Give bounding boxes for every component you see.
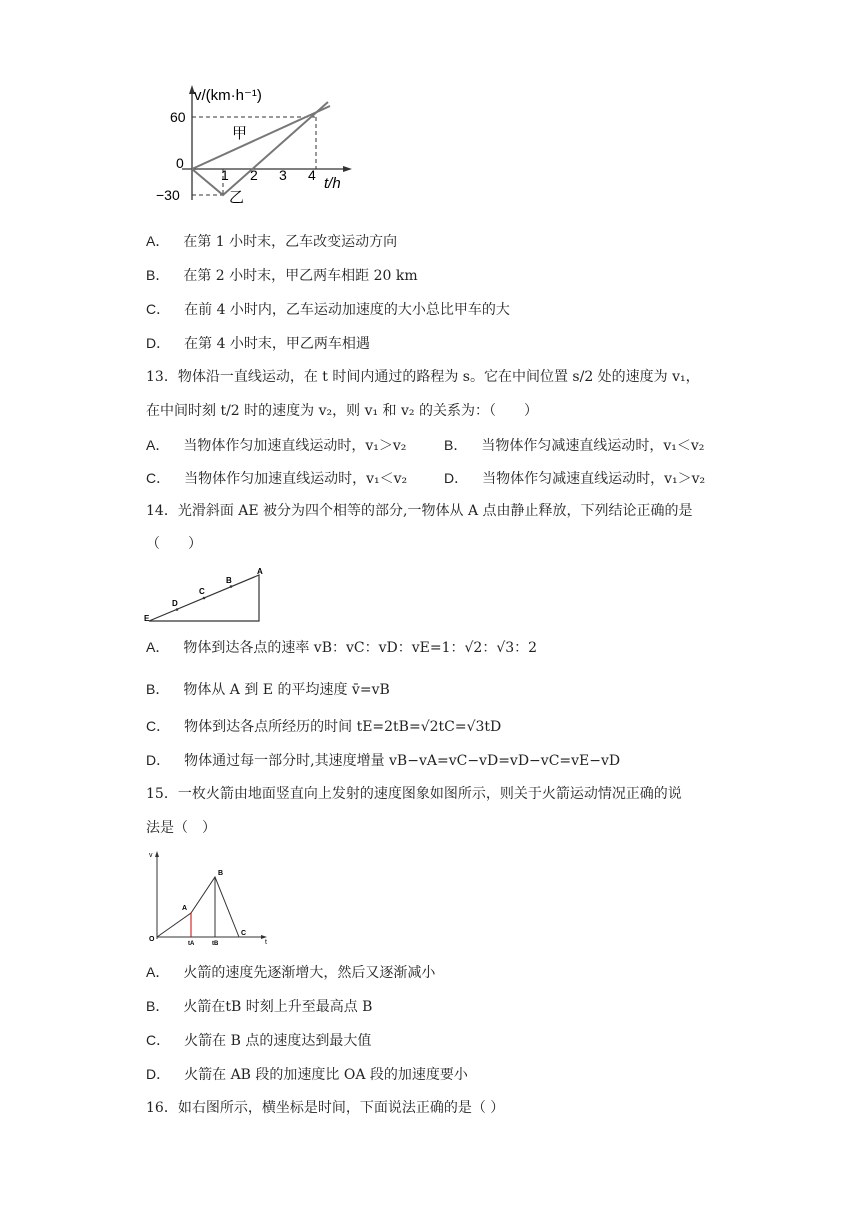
q12-option-b: B． 在第 2 小时末，甲乙两车相距 20 km (146, 267, 418, 284)
y-tick-60: 60 (170, 109, 186, 125)
point-a-label: A (257, 567, 263, 576)
q12-option-d: D． 在第 4 小时末，甲乙两车相遇 (146, 335, 370, 352)
q14-stem-line1: 14．光滑斜面 AE 被分为四个相等的部分,一物体从 A 点由静止释放，下列结论正确的是 (146, 503, 693, 519)
q15-option-d: D． 火箭在 AB 段的加速度比 OA 段的加速度要小 (146, 1066, 468, 1083)
y-tick-neg30: −30 (156, 187, 180, 203)
q13-stem-line2: 在中间时刻 t/2 时的速度为 v₂，则 v₁ 和 v₂ 的关系为：（ ） (146, 403, 538, 419)
q12-option-a: A． 在第 1 小时末，乙车改变运动方向 (146, 233, 398, 250)
point-b-label: B (226, 576, 232, 585)
x-tick-1: 1 (221, 167, 229, 183)
q14-option-d: D． 物体通过每一部分时,其速度增量 vB−vA=vC−vD=vD−vC=vE−vD (146, 752, 621, 769)
q13-option-b: B． 当物体作匀减速直线运动时，v₁＜v₂ (444, 437, 705, 454)
x-tick-3: 3 (279, 167, 287, 183)
q12-option-c: C． 在前 4 小时内，乙车运动加速度的大小总比甲车的大 (146, 301, 510, 318)
x-axis-label: t/h (324, 175, 341, 192)
point-c-label: C (199, 587, 205, 596)
q13-stem-line1: 13．物体沿一直线运动，在 t 时间内通过的路程为 s。它在中间位置 s/2 处的速度为 v₁， (146, 369, 700, 385)
x-tick-4: 4 (308, 167, 316, 183)
rocket-velocity-line (157, 877, 239, 937)
q15-option-a: A． 火箭的速度先逐渐增大，然后又逐渐减小 (146, 964, 436, 981)
series-jia-line (192, 106, 330, 169)
point-a-label: A (182, 905, 188, 912)
q16-stem-line1: 16．如右图所示，横坐标是时间，下面说法正确的是（ ） (146, 1100, 505, 1116)
origin-label: O (149, 936, 155, 943)
series-yi-label: 乙 (229, 189, 245, 206)
q14-option-b: B． 物体从 A 到 E 的平均速度 v̄=vB (146, 681, 390, 698)
series-jia-label: 甲 (232, 125, 248, 142)
q15-stem-line1: 15．一枚火箭由地面竖直向上发射的速度图象如图所示，则关于火箭运动情况正确的说 (146, 786, 682, 802)
tick-ta-label: tA (188, 941, 195, 947)
point-d-label: D (172, 599, 178, 608)
y-axis-label: v/(km·h⁻¹) (194, 87, 262, 104)
y-tick-0: 0 (176, 155, 184, 171)
q15-option-c: C． 火箭在 B 点的速度达到最大值 (146, 1032, 372, 1049)
point-c-label: C (241, 930, 247, 937)
point-e-label: E (144, 614, 150, 623)
tick-tb-label: tB (212, 941, 219, 947)
q13-option-d: D． 当物体作匀减速直线运动时，v₁＞v₂ (444, 470, 706, 487)
q15-option-b: B． 火箭在tB 时刻上升至最高点 B (146, 998, 373, 1015)
velocity-time-graph-1 (150, 80, 360, 210)
rocket-velocity-graph (145, 847, 275, 947)
q14-stem-line2: （ ） (146, 536, 202, 552)
x-tick-2: 2 (250, 167, 258, 183)
incline-diagram (143, 565, 273, 625)
t-axis-label: t (265, 939, 267, 946)
v-axis-label: v (149, 852, 153, 859)
q14-option-a: A． 物体到达各点的速率 vB：vC：vD：vE=1：√2：√3：2 (146, 639, 538, 656)
q15-stem-line2: 法是（ ） (146, 820, 216, 836)
q13-option-c: C． 当物体作匀加速直线运动时，v₁＜v₂ (146, 470, 408, 487)
q14-option-c: C． 物体到达各点所经历的时间 tE=2tB=√2tC=√3tD (146, 718, 502, 735)
point-b-label: B (218, 870, 224, 877)
q13-option-a: A． 当物体作匀加速直线运动时，v₁＞v₂ (146, 437, 407, 454)
